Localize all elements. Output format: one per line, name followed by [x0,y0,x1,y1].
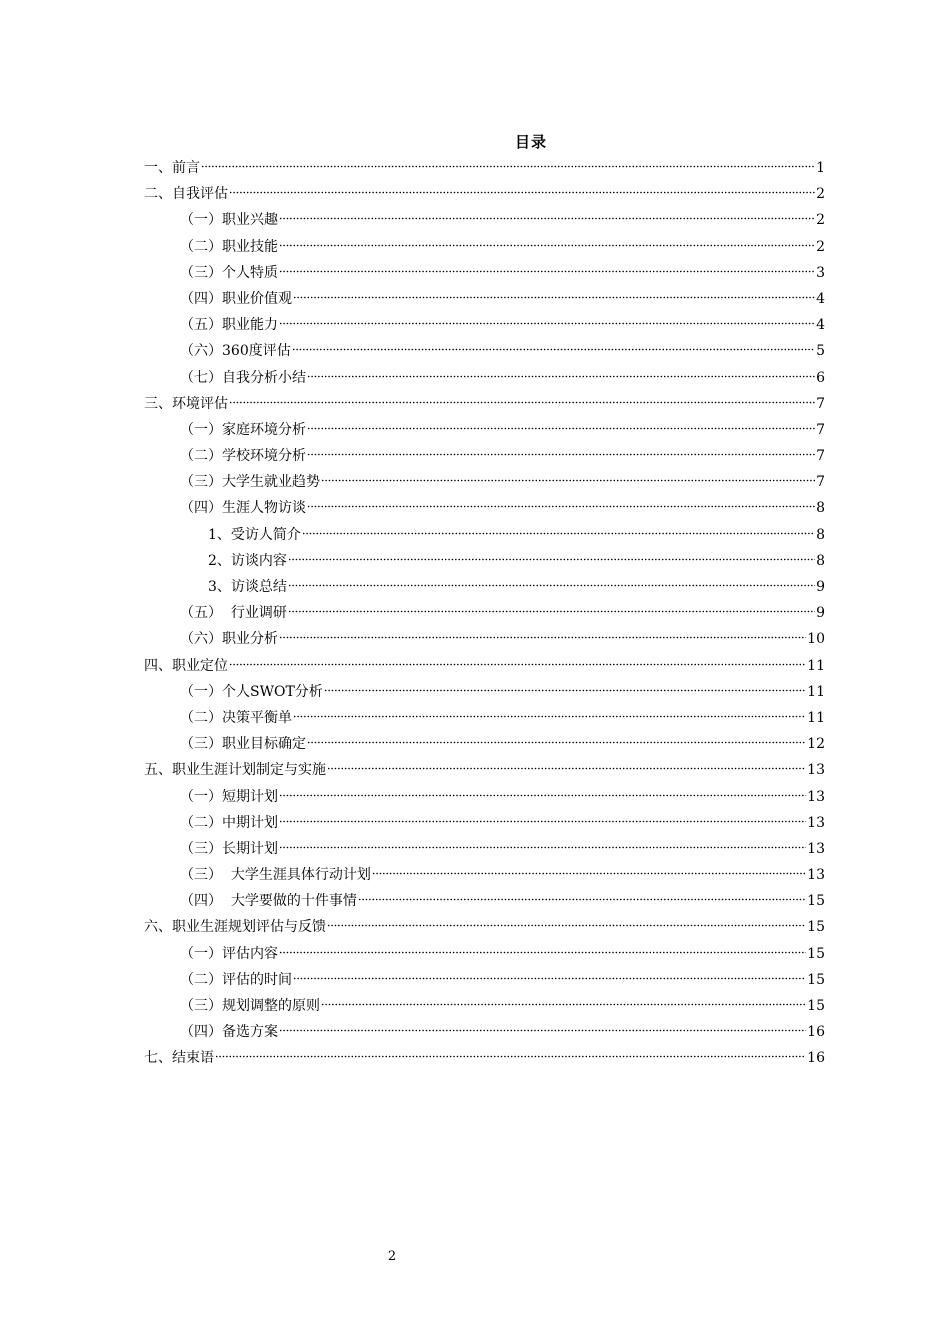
toc-entry[interactable] [144,419,825,445]
toc-dot-leader [288,605,815,613]
toc-entry-label: （六）360度评估 [180,343,291,360]
toc-entry[interactable] [144,314,825,340]
toc-entry-label: （五）职业能力 [180,317,278,334]
toc-entry[interactable] [144,445,825,471]
toc-entry-page: 7 [816,395,825,412]
toc-entry[interactable] [144,209,825,235]
toc-dot-leader [292,343,815,351]
toc-entry-label: （三）规划调整的原则 [180,998,320,1014]
toc-entry-label: 七、结束语 [144,1050,214,1067]
toc-dot-leader [324,684,806,692]
toc-entry-label: （三） 大学生涯具体行动计划 [180,867,371,884]
toc-entry[interactable] [144,576,825,602]
toc-entry[interactable] [144,183,825,209]
toc-entry-label: 五、职业生涯计划制定与实施 [144,762,326,779]
toc-dot-leader [279,212,815,220]
toc-entry-label: 三、环境评估 [144,395,228,412]
toc-entry[interactable] [144,497,825,523]
toc-entry-page: 9 [816,605,825,622]
toc-entry-page: 2 [816,212,825,229]
toc-dot-leader [279,631,806,639]
toc-entry-label: 二、自我评估 [144,186,228,203]
toc-entry[interactable] [144,969,825,995]
toc-dot-leader [293,710,806,718]
toc-entry[interactable] [144,707,825,733]
toc-entry-page: 11 [807,683,825,700]
toc-dot-leader [229,396,815,404]
toc-entry[interactable] [144,1021,825,1047]
toc-dot-leader [279,317,815,325]
toc-entry-page: 13 [807,814,825,831]
toc-entry-label: （一）评估内容 [180,945,278,962]
toc-dot-leader [288,553,815,561]
toc-entry-page: 11 [807,657,825,674]
toc-entry-page: 8 [816,526,825,543]
toc-list [144,157,825,1074]
toc-entry[interactable] [144,628,825,654]
toc-entry-page: 12 [807,736,825,753]
toc-entry-label: （三）个人特质 [180,264,278,281]
toc-entry-label: 六、职业生涯规划评估与反馈 [144,919,326,936]
toc-entry-page: 11 [807,709,825,726]
toc-dot-leader [302,527,815,535]
toc-dot-leader [327,919,806,927]
toc-entry[interactable] [144,786,825,812]
toc-entry-page: 10 [807,631,825,648]
toc-entry[interactable] [144,393,825,419]
toc-entry-label: （二）学校环境分析 [180,448,306,465]
toc-entry-page: 5 [816,343,825,360]
toc-entry[interactable] [144,367,825,393]
toc-dot-leader [279,946,806,954]
toc-entry-page: 8 [816,552,825,569]
toc-entry[interactable] [144,471,825,497]
toc-entry-page: 6 [816,369,825,386]
toc-entry[interactable] [144,864,825,890]
toc-entry[interactable] [144,602,825,628]
toc-entry-page: 2 [816,186,825,203]
toc-entry-page: 7 [816,421,825,438]
toc-entry-label: （一）短期计划 [180,788,278,805]
toc-dot-leader [279,265,815,273]
toc-entry-label: （三）大学生就业趋势 [180,474,320,491]
toc-entry[interactable] [144,733,825,759]
toc-entry[interactable] [144,655,825,681]
toc-entry[interactable] [144,1047,825,1073]
toc-entry[interactable] [144,759,825,785]
toc-entry[interactable] [144,995,825,1021]
toc-entry-label: （四）职业价值观 [180,290,292,307]
toc-dot-leader [229,186,815,194]
toc-entry-label: 2、访谈内容 [208,552,287,569]
toc-entry[interactable] [144,550,825,576]
toc-entry-label: （一）个人SWOT分析 [180,683,323,700]
toc-entry-page: 16 [807,1024,825,1041]
toc-entry-label: （四）生涯人物访谈 [180,500,306,517]
toc-dot-leader [358,893,806,901]
toc-dot-leader [229,658,806,666]
toc-entry-label: （一）家庭环境分析 [180,421,306,438]
toc-entry[interactable] [144,524,825,550]
toc-entry-page: 13 [807,840,825,857]
toc-entry[interactable] [144,812,825,838]
toc-entry-page: 4 [816,317,825,334]
toc-entry-label: （二）中期计划 [180,814,278,831]
toc-entry-label: （三）职业目标确定 [180,736,306,753]
toc-entry[interactable] [144,262,825,288]
toc-dot-leader [293,972,806,980]
toc-entry-page: 8 [816,500,825,517]
toc-dot-leader [288,579,815,587]
toc-entry-label: 一、前言 [144,160,200,176]
toc-dot-leader [307,370,815,378]
toc-entry-label: （二）决策平衡单 [180,709,292,726]
toc-entry-page: 9 [816,579,825,595]
toc-entry-label: （六）职业分析 [180,631,278,648]
toc-entry-label: （七）自我分析小结 [180,369,306,386]
toc-dot-leader [327,762,806,770]
toc-dot-leader [279,841,806,849]
toc-entry-page: 2 [816,238,825,255]
toc-dot-leader [307,500,815,508]
toc-entry[interactable] [144,890,825,916]
toc-entry-page: 13 [807,762,825,779]
toc-entry[interactable] [144,340,825,366]
toc-entry-page: 7 [816,448,825,465]
toc-entry-page: 15 [807,998,825,1014]
toc-entry-label: （二）评估的时间 [180,971,292,988]
toc-entry-page: 1 [816,160,825,176]
toc-entry[interactable] [144,943,825,969]
toc-entry-page: 4 [816,290,825,307]
toc-entry[interactable] [144,236,825,262]
toc-entry-page: 13 [807,867,825,884]
toc-entry[interactable] [144,288,825,314]
toc-entry-label: （三）长期计划 [180,840,278,857]
toc-entry-label: 1、受访人简介 [208,526,301,543]
toc-entry[interactable] [144,681,825,707]
toc-dot-leader [321,474,815,482]
toc-entry-page: 13 [807,788,825,805]
toc-entry-label: （四） 大学要做的十件事情 [180,893,357,910]
toc-dot-leader [307,422,815,430]
toc-entry[interactable] [144,157,825,183]
toc-dot-leader [307,736,806,744]
toc-dot-leader [307,448,815,456]
toc-title: 目录 [514,133,547,151]
toc-dot-leader [201,160,815,168]
toc-entry-page: 15 [807,945,825,962]
page-number: 2 [387,1249,397,1264]
toc-entry-page: 15 [807,919,825,936]
toc-entry-page: 15 [807,971,825,988]
toc-entry-label: （二）职业技能 [180,238,278,255]
toc-dot-leader [372,867,806,875]
toc-dot-leader [279,789,806,797]
toc-dot-leader [215,1050,806,1058]
toc-entry-label: 3、访谈总结 [208,579,287,595]
toc-entry-page: 7 [816,474,825,491]
toc-dot-leader [279,239,815,247]
toc-entry-label: （五） 行业调研 [180,605,287,622]
toc-entry-page: 16 [807,1050,825,1067]
toc-dot-leader [279,815,806,823]
toc-entry-label: （四）备选方案 [180,1024,278,1041]
toc-dot-leader [321,998,806,1006]
toc-entry-label: （一）职业兴趣 [180,212,278,229]
toc-entry-label: 四、职业定位 [144,657,228,674]
toc-dot-leader [279,1024,806,1032]
toc-entry[interactable] [144,838,825,864]
toc-entry[interactable] [144,916,825,942]
toc-entry-page: 3 [816,264,825,281]
toc-entry-page: 15 [807,893,825,910]
toc-dot-leader [293,291,815,299]
